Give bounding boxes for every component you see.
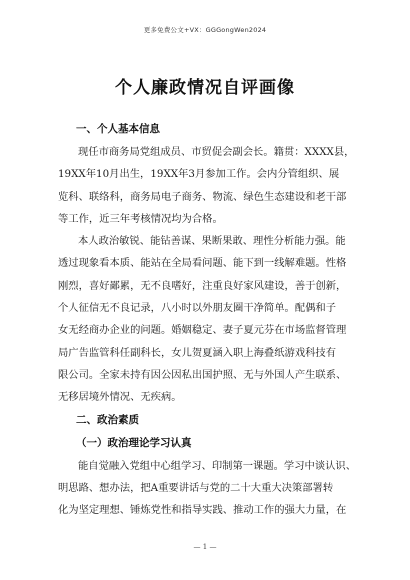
paragraph-line: 19XX年10月出生，19XX年3月参加工作。会内分管组织、展 [58, 168, 340, 181]
paragraph-line: 局广告监管科任副科长，女儿贺夏涵入职上海叠纸游戏科技有 [58, 346, 337, 359]
paragraph-line: 女无经商办企业的问题。婚姻稳定、妻子夏元芬在市场监督管理 [58, 324, 347, 337]
paragraph-line: 透过现象看本质、能站在全局看问题、能下到一线解难题。性格 [58, 257, 347, 270]
subsection-heading-theory-study: （一）政治理论学习认真 [76, 436, 192, 449]
paragraph-position [58, 141, 358, 230]
paragraph-line: 刚烈，喜好鄙累，无不良嗜好，注重良好家风建设，善于创新， [58, 279, 347, 292]
paragraph-line: 化为坚定理想、锤炼党性和指导实践、推动工作的强大力量，在 [58, 504, 347, 517]
paragraph-line: 个人征信无不良记录，八小时以外朋友圈干净简单。配偶和子 [58, 302, 337, 315]
paragraph-character [58, 230, 358, 408]
paragraph-line: 无移居境外情况、无疾病。 [58, 391, 182, 404]
section-heading-basic-info: 一、个人基本信息 [76, 123, 160, 135]
document-title: 个人廉政情况自评画像 [115, 78, 295, 98]
page-number: — 1 — [193, 543, 217, 551]
paragraph-study [58, 455, 358, 522]
paragraph-line: 限公司。全家未持有因公因私出国护照、无与外国人产生联系、 [58, 368, 347, 381]
paragraph-line: 览科、联络科，商务局电子商务、物流、绿色生态建设和老干部 [58, 190, 347, 203]
paragraph-line: 明思路、想办法，把A重要讲话与党的二十大重大决策部署转 [58, 481, 334, 494]
paragraph-line: 本人政治敏锐、能钻善谋、果断果敢、理性分析能力强。能 [78, 235, 346, 248]
document-body [58, 118, 358, 521]
paragraph-line: 能自觉融入党组中心组学习、印制第一课题。学习中谈认识、 [78, 459, 357, 472]
paragraph-line: 等工作，近三年考核情况均为合格。 [58, 212, 223, 225]
section-heading-political-quality: 二、政治素质 [76, 413, 139, 426]
paragraph-line: 现任市商务局党组成员、市贸促会副会长。籍贯：XXXX县， [78, 146, 355, 158]
header-note: 更多免费公文+VX：GGGongWen2024 [143, 26, 267, 34]
